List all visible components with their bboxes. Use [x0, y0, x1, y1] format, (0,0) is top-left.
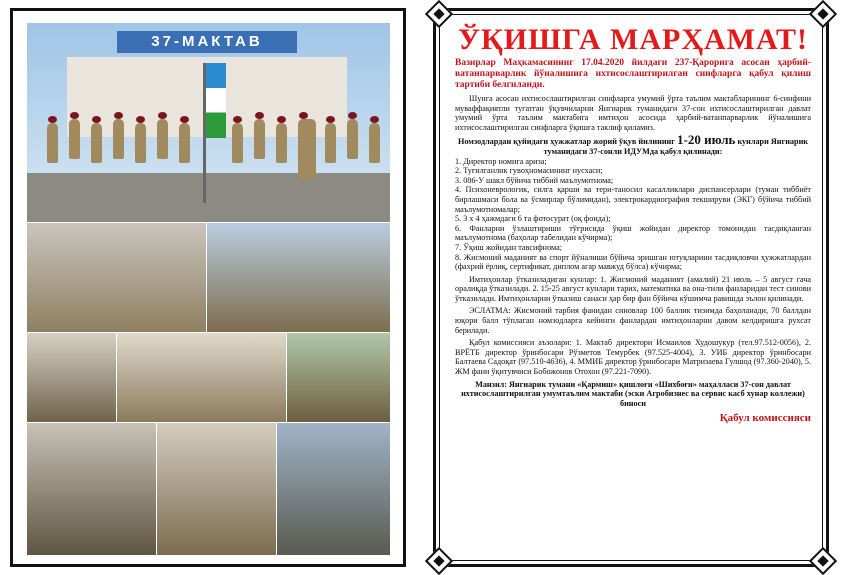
parade-photo — [26, 222, 208, 334]
cadet-figure — [69, 119, 80, 159]
training-photo — [26, 422, 158, 555]
flag-photo — [286, 332, 390, 424]
cadet-figure — [179, 123, 190, 163]
cadet-figure — [47, 123, 58, 163]
cadet-figure — [91, 123, 102, 163]
horse-photo — [206, 222, 390, 334]
rider-photo — [26, 332, 118, 424]
school-sign: 37-МАКТАВ — [117, 31, 297, 53]
page-title: ЎҚИШГА МАРҲАМАТ! — [457, 23, 808, 56]
cadet-figure — [298, 119, 316, 179]
tank-photo — [276, 422, 390, 555]
poster-left — [2, 0, 414, 575]
deadline-date: 1-20 июль — [677, 132, 736, 148]
lead-paragraph: Вазирлар Маҳкамасининг 17.04.2020 йилдаги 237-Қарорига асосан ҳарбий-ватанпарварлик йўналишига ихтисослаштирилган синфларга қабул қилиш тартиби белгиланди. — [455, 58, 811, 90]
school-photo — [26, 22, 390, 224]
list-item: 1. Директор номига ариза; — [455, 156, 547, 166]
ceremony-photo — [116, 332, 288, 424]
deadline-post: кунлари Янгиарик туманидаги 37-сонли ИДУМда қабул қилинади: — [543, 137, 809, 156]
cadet-figure — [276, 123, 287, 163]
photo-collage — [26, 22, 390, 555]
cadet-figure — [135, 123, 146, 163]
cadet-figure — [369, 123, 380, 163]
list-item: 6. Фанларни ўзлаштириши тўғрисида ўқиш жойидан директор томонидан тасдиқланган маълумотнома (баҳолар табелидан кўчирма); — [455, 223, 811, 243]
cadet-figure — [254, 119, 265, 159]
uzbekistan-flag — [206, 63, 226, 138]
list-item: 3. 086-У шакл бўйича тиббий маълумотнома; — [455, 175, 614, 185]
cadet-figure — [347, 119, 358, 159]
list-item: 4. Психоневрологик, силга қарши ва тери-таносил касалликлари диспансерлари (туман тиббиёт бирлашмаси бола ва ўсмирлар бўлимидан), электрокардиография текшируви (ЭКГ) бўйича тиббий маълумотномалар; — [455, 185, 811, 214]
cadet-figure — [157, 119, 168, 159]
poster-right — [425, 0, 837, 575]
note-paragraph: ЭСЛАТМА: Жисмоний тарбия фанидан синовлар 100 баллик тизимда баҳоланади, 70 баллдан юқори балл тўплаган номзодларга кейинги фанлардан имтиҳонларни давом келдиришга рухсат берилади. — [455, 306, 811, 335]
cadet-figure — [113, 119, 124, 159]
documents-list — [455, 157, 811, 272]
list-item: 5. 3 х 4 ҳажмдаги 6 та фотосурат (оқ фонда); — [455, 214, 611, 224]
cadet-figure — [325, 123, 336, 163]
list-item: 7. Ўқиш жойидан тавсифнома; — [455, 242, 563, 252]
drill-photo — [156, 422, 278, 555]
list-item: 8. Жисмоний маданият ва спорт йўналиши бўйича эришган ютуқларини тасдиқловчи ҳужжатлардан (фахрий ёрлиқ, сертификат, диплом агар мавжуд бўлса) кўчирма; — [455, 252, 811, 272]
list-item: 2. Туғилганлик гувоҳномасининг нусхаси; — [455, 166, 603, 176]
deadline-pre: Номзодлардан қуйидаги ҳужжатлар жорий ўқув йилининг — [457, 137, 675, 147]
exam-paragraph: Имтиҳонлар ўтказиладиган кунлар: 1. Жисмоний маданият (амалий) 21 июль – 5 август гача оралиқда ўтказилади. 2. 15-25 август кунлари тарих, математика ва она-тили фанларидан тест синови ўтказилади. Имтиҳонларни ўтказиш санаси ҳар бир фан бўйича кўшимча равишда эълон қилинади. — [455, 274, 811, 303]
announcement-content — [455, 24, 811, 424]
intro-paragraph: Шунга асосан ихтисослаштирилган синфларга умумий ўрта таълим мактабларининг 6-синфини муваффақиятли тугатган ўқувчиларни Янгиарик туманидаги 37-сон ихтисослаштирилган давлат умумий ўрта таълим мактабига имтиҳон асосида ҳарбий-ватанпарварлик йўналишига ихтисослаштирилган синфларга ўқишга таклиф қиламиз. — [455, 94, 811, 132]
cadet-figure — [232, 123, 243, 163]
ground — [27, 173, 390, 223]
deadline-paragraph — [455, 132, 811, 156]
committee-paragraph: Қабул комиссияси аъзолари: 1. Мактаб директори Исмаилов Худошукур (тел.97.512-0056), 2. ВРЁТБ директор ўринбосари Рўзметов Темурбек (97.525-4004), 3. УИБ директор ўринбосари Балтаева Садоқат (97.510-4636), 4. ММИБ директор ўринбосари Матризаева Гулшод (97.360-2040), 5. ЖМ фани ўқитувчиси Бобожонов Отохон (97.221-7090). — [455, 338, 811, 377]
signature: Қабул комиссияси — [719, 412, 811, 425]
address-paragraph: Манзил: Янгиарик тумани «Қармиш» қишлоғи «Шихбоғи» маҳалласи 37-сон давлат ихтисослаштирилган умумтаълим мактаби (эски Агробизнес ва сервис касб хунар коллежи) биноси — [461, 379, 805, 408]
